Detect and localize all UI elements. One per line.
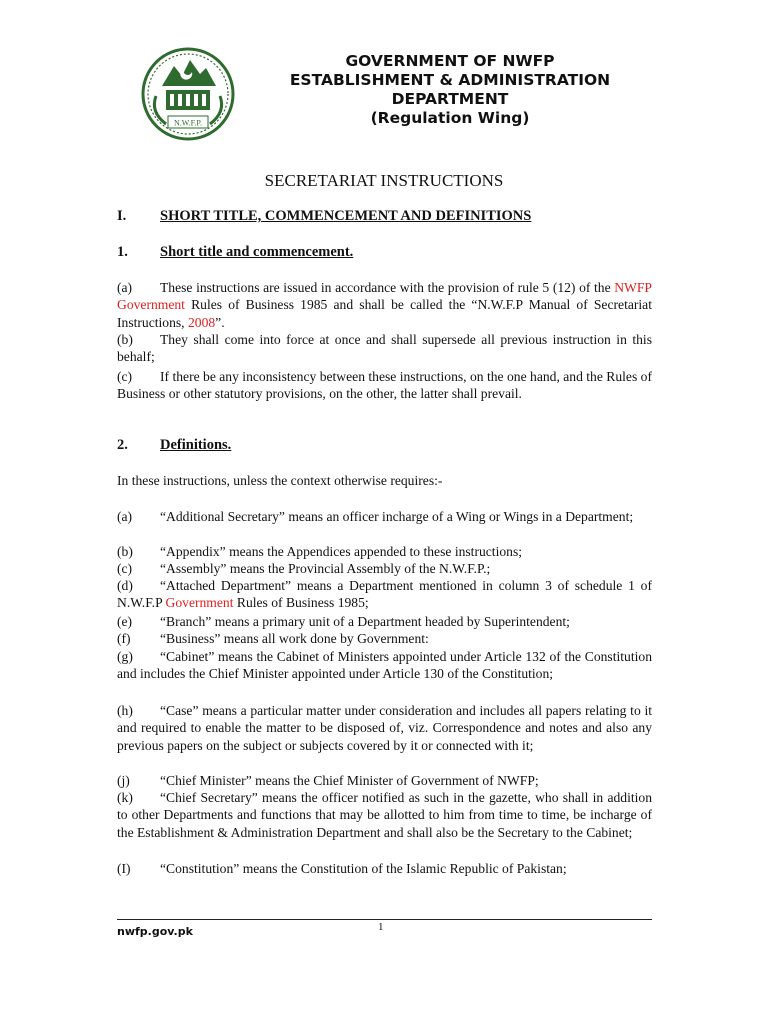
page-number: 1 bbox=[378, 921, 384, 933]
definition-text: “Assembly” means the Provincial Assembly of the N.W.F.P.; bbox=[160, 561, 491, 576]
logo-label: N.W.F.P. bbox=[174, 118, 202, 128]
clause-marker: (a) bbox=[117, 280, 133, 295]
header-line-3: DEPARTMENT bbox=[391, 90, 509, 108]
clause-text: These instructions are issued in accordance with the provision of rule 5 (12) of the bbox=[160, 280, 615, 295]
definition-marker: (j) bbox=[117, 773, 130, 788]
subsection-title-1: Short title and commencement. bbox=[160, 244, 354, 260]
clause-a bbox=[117, 279, 652, 331]
footer-website: nwfp.gov.pk bbox=[117, 925, 193, 938]
definition-marker: (a) bbox=[117, 509, 133, 524]
section-heading bbox=[117, 208, 531, 225]
definition-d bbox=[117, 577, 652, 612]
header-line-1: GOVERNMENT OF NWFP bbox=[345, 52, 555, 70]
clause-b bbox=[117, 331, 652, 366]
definition-text: “Case” means a particular matter under consideration and includes all papers relating to it and required to enable the matter to be disposed of, viz. Correspondence and notes and also any previous papers on the subject or subjects covered by it or connected with it; bbox=[117, 703, 652, 753]
clause-marker: (b) bbox=[117, 332, 133, 347]
definition-f bbox=[117, 630, 652, 647]
definition-g bbox=[117, 648, 652, 683]
definition-text: “Appendix” means the Appendices appended to these instructions; bbox=[160, 544, 523, 559]
clause-marker: (c) bbox=[117, 369, 133, 384]
definition-marker: (k) bbox=[117, 790, 133, 805]
definition-text: “Branch” means a primary unit of a Department headed by Superintendent; bbox=[160, 614, 570, 629]
definition-j bbox=[117, 772, 652, 789]
definition-text: “Chief Secretary” means the officer notified as such in the gazette, who shall in addition to other Departments and functions that may be allotted to him from time to time, be incharge of the Establishment & Administration Department and shall also be the Secretary to the Cabinet; bbox=[117, 790, 652, 840]
document-title: SECRETARIAT INSTRUCTIONS bbox=[264, 171, 504, 190]
definition-text: “Attached Department” means a Department mentioned in column 3 of schedule 1 of N.W.F.P bbox=[117, 578, 652, 611]
highlight-text: 2008 bbox=[187, 314, 216, 330]
document-header bbox=[280, 52, 620, 128]
subsection-title-2: Definitions. bbox=[160, 437, 232, 453]
highlight-text: Government bbox=[165, 595, 234, 611]
subsection-number-1: 1. bbox=[117, 244, 128, 260]
clause-text: ”. bbox=[215, 314, 225, 330]
definition-marker: (d) bbox=[117, 578, 133, 593]
subsection-heading-1 bbox=[117, 244, 353, 261]
definition-c bbox=[117, 560, 652, 577]
highlight-text: NWFP Government bbox=[117, 280, 652, 313]
header-line-2: ESTABLISHMENT & ADMINISTRATION bbox=[289, 71, 611, 89]
clause-c bbox=[117, 368, 652, 403]
definition-k bbox=[117, 789, 652, 841]
definition-marker: (b) bbox=[117, 544, 133, 559]
section-number: I. bbox=[117, 208, 127, 224]
definition-a bbox=[117, 508, 652, 525]
subsection-number-2: 2. bbox=[117, 437, 128, 453]
definition-l bbox=[117, 860, 652, 877]
definition-text: Rules of Business 1985; bbox=[233, 595, 369, 611]
definition-text: “Cabinet” means the Cabinet of Ministers appointed under Article 132 of the Constitution and includes the Chief Minister appointed under Article 130 of the Constitution; bbox=[117, 649, 652, 682]
definition-marker: (I) bbox=[117, 861, 131, 876]
definition-marker: (g) bbox=[117, 649, 133, 664]
subsection-heading-2 bbox=[117, 437, 231, 454]
definition-marker: (c) bbox=[117, 561, 133, 576]
definition-marker: (e) bbox=[117, 614, 133, 629]
clause-text: Rules of Business 1985 and shall be called the “N.W.F.P Manual of Secretariat Instructions, bbox=[117, 297, 652, 330]
definition-b bbox=[117, 543, 652, 560]
definition-text: “Constitution” means the Constitution of the Islamic Republic of Pakistan; bbox=[160, 861, 567, 876]
footer-divider bbox=[117, 919, 652, 920]
definition-text: “Additional Secretary” means an officer incharge of a Wing or Wings in a Department; bbox=[160, 509, 634, 524]
clause-text: If there be any inconsistency between these instructions, on the one hand, and the Rules of Business or other statutory provisions, on the other, the latter shall prevail. bbox=[117, 369, 652, 402]
definition-marker: (f) bbox=[117, 631, 131, 646]
definition-marker: (h) bbox=[117, 703, 133, 718]
section-title: SHORT TITLE, COMMENCEMENT AND DEFINITIONS bbox=[160, 208, 532, 224]
definition-h bbox=[117, 702, 652, 754]
definitions-intro: In these instructions, unless the context otherwise requires:- bbox=[117, 473, 443, 488]
nwfp-emblem-logo bbox=[140, 46, 236, 142]
header-line-4: (Regulation Wing) bbox=[370, 109, 530, 127]
definition-e bbox=[117, 613, 652, 630]
clause-text: They shall come into force at once and shall supersede all previous instruction in this behalf; bbox=[117, 332, 652, 365]
definition-text: “Chief Minister” means the Chief Minister of Government of NWFP; bbox=[160, 773, 539, 788]
definition-text: “Business” means all work done by Government: bbox=[160, 631, 429, 646]
